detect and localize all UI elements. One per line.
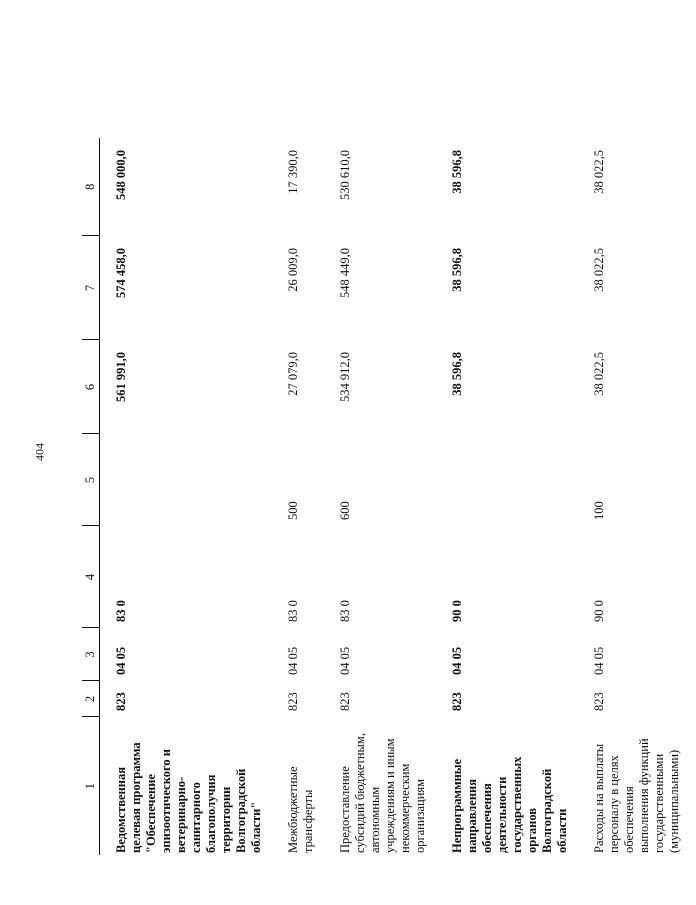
row-name: Межбюджетные трансферты <box>286 766 315 853</box>
table-row <box>330 138 442 855</box>
row-year-1: 38 596,8 <box>450 352 464 396</box>
row-year-1: 561 991,0 <box>114 352 128 402</box>
row-name: Ведомственная целевая программа "Обеспечение эпизоотического и ветеринарно-санитарного благополучия территории Волгоградской области" <box>114 742 263 853</box>
page-number-text: 404 <box>32 443 47 461</box>
table-row <box>442 138 584 855</box>
table-row <box>584 138 696 855</box>
header-col-7: 7 <box>82 236 100 340</box>
row-year-2: 38 596,8 <box>450 248 464 292</box>
row-year-1: 38 022,5 <box>592 352 606 396</box>
row-year-2: 548 449,0 <box>338 248 352 298</box>
row-cs: 83 0 <box>114 600 128 622</box>
row-cs: 83 0 <box>286 600 300 622</box>
row-rz: 04 05 <box>338 646 352 675</box>
row-year-3: 17 390,0 <box>286 150 300 194</box>
row-gr: 823 <box>592 692 606 711</box>
row-gr: 823 <box>286 692 300 711</box>
row-year-2: 38 022,5 <box>592 248 606 292</box>
row-year-3: 530 610,0 <box>338 150 352 200</box>
row-vr <box>442 434 584 526</box>
row-cs: 90 0 <box>450 600 464 622</box>
row-year-3: 38 022,5 <box>592 150 606 194</box>
row-rz: 04 05 <box>114 646 128 675</box>
row-year-2: 26 009,0 <box>286 248 300 292</box>
row-vr: 500 <box>286 501 300 520</box>
header-col-1: 1 <box>82 717 100 855</box>
row-rz: 04 05 <box>450 646 464 675</box>
table-row <box>278 138 330 855</box>
row-year-1: 534 912,0 <box>338 352 352 402</box>
row-name: Расходы на выплаты персоналу в целях обеспечения выполнения функций государственными (муниципальными) <box>592 738 681 853</box>
header-col-8: 8 <box>82 138 100 236</box>
row-gr: 823 <box>338 692 352 711</box>
row-cs: 90 0 <box>592 600 606 622</box>
row-year-3: 548 000,0 <box>114 150 128 200</box>
row-gr: 823 <box>450 692 464 711</box>
row-year-1: 27 079,0 <box>286 352 300 396</box>
row-cs: 83 0 <box>338 600 352 622</box>
row-vr: 100 <box>592 501 606 520</box>
table-row <box>100 138 279 855</box>
header-col-6: 6 <box>82 340 100 434</box>
row-vr: 600 <box>338 501 352 520</box>
row-vr <box>100 434 279 526</box>
row-year-2: 574 458,0 <box>114 248 128 298</box>
row-year-3: 38 596,8 <box>450 150 464 194</box>
header-col-4: 4 <box>82 526 100 628</box>
header-col-2: 2 <box>82 681 100 717</box>
row-rz: 04 05 <box>592 646 606 675</box>
row-name: Непрограммные направления обеспечения деятельности государственных органов Волгоградской области <box>450 756 569 853</box>
header-col-3: 3 <box>82 628 100 681</box>
budget-table <box>82 138 696 855</box>
row-rz: 04 05 <box>286 646 300 675</box>
row-name: Предоставление субсидий бюджетным, автономным учреждениям и иным некоммерческим организациям <box>338 733 427 853</box>
header-col-5: 5 <box>82 434 100 526</box>
header-row <box>82 138 100 855</box>
row-gr: 823 <box>114 692 128 711</box>
